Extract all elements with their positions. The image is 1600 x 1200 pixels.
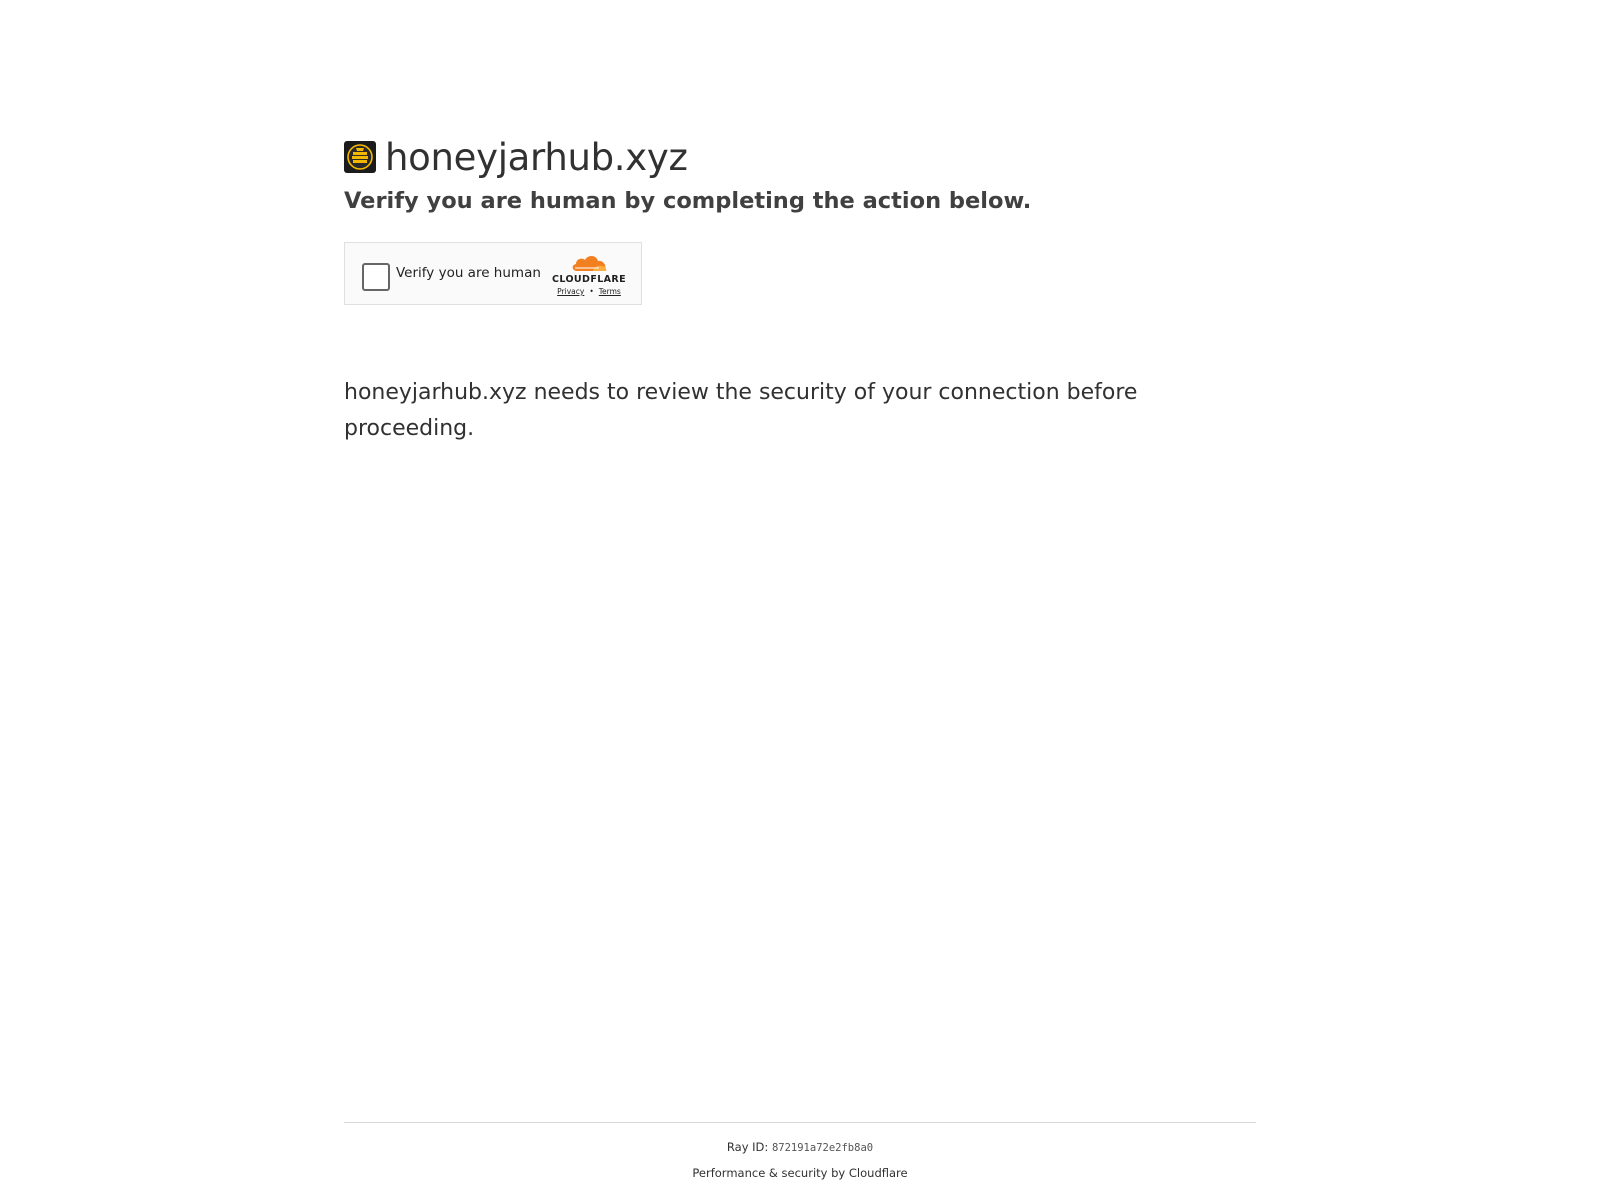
- page-subtitle: Verify you are human by completing the action below.: [344, 188, 1032, 214]
- honey-jar-logo-icon: [346, 143, 374, 171]
- verify-checkbox-label[interactable]: Verify you are human: [396, 265, 541, 281]
- ray-id-value: 872191a72e2fb8a0: [771, 1142, 874, 1154]
- widget-links: [549, 287, 629, 296]
- ray-id-line: [344, 1140, 1256, 1154]
- performance-line: [344, 1166, 1256, 1180]
- site-favicon-icon: [344, 141, 376, 173]
- performance-text: Performance & security by: [692, 1166, 846, 1180]
- cloudflare-brand: [549, 253, 629, 296]
- verify-checkbox[interactable]: [362, 263, 390, 291]
- privacy-link[interactable]: Privacy: [557, 287, 585, 296]
- cloudflare-wordmark: CLOUDFLARE: [551, 274, 627, 285]
- turnstile-widget: [344, 242, 642, 305]
- cloudflare-cloud-icon: [569, 253, 609, 273]
- security-message: honeyjarhub.xyz needs to review the security of your connection before proceeding.: [344, 380, 1138, 441]
- terms-link[interactable]: Terms: [598, 287, 621, 296]
- cloudflare-link[interactable]: Cloudflare: [848, 1166, 908, 1180]
- site-title: honeyjarhub.xyz: [385, 135, 688, 179]
- footer: [344, 1122, 1256, 1180]
- link-separator: •: [589, 287, 594, 296]
- main-content: [344, 128, 1256, 447]
- site-header: [344, 128, 1256, 186]
- ray-id-label: Ray ID:: [726, 1140, 769, 1154]
